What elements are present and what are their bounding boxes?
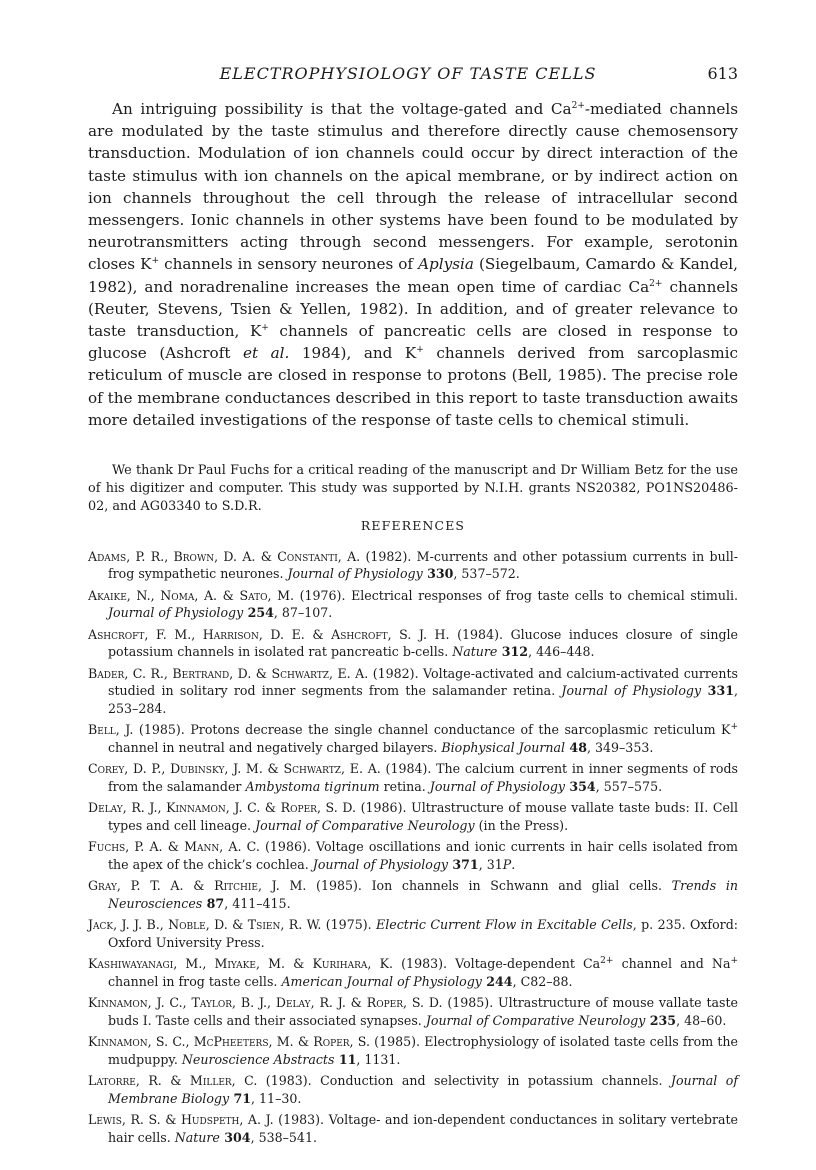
- reference-text: Trends in Neurosciences: [108, 878, 738, 911]
- text-run: channels derived from sarcoplasmic reticulum of muscle are closed in response to protons (Bell, 1985). The precise role of the membrane conductances described in this report to taste transduction awaits more detailed investigations of the response of taste cells to chemical stimuli.: [88, 344, 738, 429]
- reference-item: [88, 994, 738, 1029]
- reference-text: (1982). Voltage-activated and calcium-activated currents studied in solitary rod inner segments from the salamander retina.: [108, 666, 738, 699]
- reference-text: Bell, J.: [88, 722, 134, 738]
- reference-text: , C82–88.: [512, 973, 573, 989]
- reference-text: Journal of Physiology: [287, 566, 423, 582]
- superscript: 2+: [571, 100, 585, 111]
- reference-text: Journal of Physiology: [312, 856, 448, 872]
- reference-list: [88, 548, 738, 1150]
- text-run: channels in sensory neurones of: [159, 255, 419, 274]
- discussion-paragraph: [88, 98, 738, 431]
- reference-text: Delay, R. J., Kinnamon, J. C. & Roper, S. D.: [88, 800, 356, 816]
- reference-text: (1983). Voltage-dependent Ca: [393, 956, 601, 972]
- reference-text: 48: [565, 739, 587, 755]
- reference-text: 244: [481, 973, 513, 989]
- reference-text: 11: [334, 1051, 357, 1067]
- reference-text: 87: [202, 895, 225, 911]
- reference-text: (1985). Ultrastructure of mouse vallate taste buds I. Taste cells and their associated synapses.: [108, 995, 738, 1028]
- reference-text: , 446–448.: [528, 644, 595, 660]
- reference-text: Lewis, R. S. & Hudspeth, A. J.: [88, 1112, 274, 1128]
- reference-text: Jack, J. J. B., Noble, D. & Tsien, R. W.: [88, 917, 322, 933]
- references-heading: REFERENCES: [360, 518, 466, 533]
- reference-text: Gray, P. T. A. & Ritchie, J. M.: [88, 878, 307, 894]
- reference-text: (1983). Voltage- and ion-dependent conductances in solitary vertebrate hair cells.: [108, 1112, 738, 1145]
- reference-text: 331: [701, 683, 734, 699]
- reference-text: (1985). Protons decrease the single channel conductance of the sarcoplasmic reticulum K: [133, 722, 731, 738]
- acknowledgement-text: We thank Dr Paul Fuchs for a critical reading of the manuscript and Dr William Betz for the use of his digitizer and computer. This study was supported by N.I.H. grants NS20382, PO1NS20486-02, and AG03340 to S.D.R.: [88, 463, 738, 515]
- reference-text: (1984). The calcium current in inner segments of rods from the salamander: [108, 761, 738, 794]
- reference-text: (1976). Electrical responses of frog taste cells to chemical stimuli.: [293, 588, 738, 603]
- reference-text: (1984). Glucose induces closure of single potassium channels in isolated rat pancreatic b-cells.: [108, 627, 739, 660]
- reference-text: Journal of Comparative Neurology: [255, 817, 475, 833]
- reference-text: 304: [219, 1129, 251, 1145]
- text-run: (Siegelbaum, Camardo & Kandel, 1982), and noradrenaline increases the mean open time of cardiac Ca: [88, 255, 738, 296]
- reference-text: (in the Press).: [474, 817, 569, 833]
- reference-text: channel in frog taste cells.: [108, 973, 282, 989]
- reference-item: [88, 1072, 738, 1107]
- reference-text: (1983). Conduction and selectivity in potassium channels.: [257, 1073, 671, 1089]
- reference-text: Bader, C. R., Bertrand, D. & Schwartz, E. A.: [88, 666, 369, 681]
- reference-text: +: [730, 956, 739, 967]
- reference-text: Fuchs, P. A. & Mann, A. C.: [88, 839, 260, 855]
- reference-text: Ashcroft, F. M., Harrison, D. E. & Ashcroft, S. J. H.: [88, 627, 450, 642]
- reference-text: Akaike, N., Noma, A. & Sato, M.: [88, 588, 294, 603]
- reference-item: [88, 877, 738, 912]
- reference-text: 312: [497, 644, 529, 660]
- acknowledgement: [88, 462, 738, 517]
- reference-text: , 87–107.: [273, 605, 333, 621]
- reference-text: Journal of Comparative Neurology: [425, 1012, 646, 1028]
- text-run: An intriguing possibility is that the voltage-gated and Ca: [112, 100, 572, 118]
- italic-text: et al.: [242, 344, 290, 363]
- reference-text: , 1131.: [356, 1051, 401, 1067]
- reference-text: Latorre, R. & Miller, C.: [88, 1073, 258, 1089]
- reference-item: [88, 626, 738, 661]
- reference-text: channel in neutral and negatively charged bilayers.: [108, 739, 442, 755]
- reference-text: Electric Current Flow in Excitable Cells: [376, 917, 633, 933]
- reference-text: (1982). M-currents and other potassium currents in bull-frog sympathetic neurones.: [108, 549, 738, 582]
- superscript: +: [416, 345, 424, 356]
- reference-text: 371: [448, 856, 479, 872]
- italic-text: Aplysia: [418, 255, 474, 274]
- reference-text: Journal of Membrane Biology: [108, 1073, 739, 1106]
- reference-item: [88, 587, 738, 622]
- reference-text: (1975).: [321, 917, 377, 933]
- reference-item: [88, 799, 738, 834]
- text-run: channels (Reuter, Stevens, Tsien & Yellen, 1982). In addition, and of greater relevance to taste transduction, K: [88, 277, 738, 341]
- reference-text: P: [502, 856, 512, 872]
- reference-item: [88, 548, 738, 583]
- reference-text: (1985). Ion channels in Schwann and glial cells.: [306, 878, 672, 894]
- reference-item: [88, 1111, 738, 1146]
- reference-text: Nature: [452, 644, 498, 660]
- superscript: 2+: [649, 278, 663, 289]
- reference-text: , 48–60.: [676, 1012, 727, 1028]
- reference-item: [88, 721, 738, 756]
- reference-text: 235: [645, 1012, 677, 1028]
- text-run: -mediated channels are modulated by the taste stimulus and therefore directly cause chemosensory transduction. Modulation of ion channels could occur by direct interaction of the taste stimulus with ion channels on the apical membrane, or by indirect action on ion channels throughout the cell through the release of intracellular second messengers. Ionic channels in other systems have been found to be modulated by neurotransmitters acting through second messengers. For example, serotonin closes K: [88, 100, 738, 274]
- reference-text: 354: [565, 778, 596, 794]
- reference-text: 254: [243, 605, 274, 621]
- reference-text: (1985). Electrophysiology of isolated taste cells from the mudpuppy.: [108, 1034, 738, 1067]
- reference-text: Kinnamon, J. C., Taylor, B. J., Delay, R. J. & Roper, S. D.: [88, 995, 443, 1011]
- reference-text: .: [511, 856, 516, 872]
- reference-item: [88, 760, 738, 795]
- reference-text: , 538–541.: [250, 1129, 317, 1145]
- reference-text: Kashiwayanagi, M., Miyake, M. & Kurihara, K.: [88, 956, 393, 972]
- running-title: ELECTROPHYSIOLOGY OF TASTE CELLS: [219, 64, 597, 83]
- reference-text: +: [730, 722, 738, 733]
- reference-text: , 349–353.: [586, 739, 654, 755]
- reference-item: [88, 665, 738, 717]
- reference-item: [88, 916, 738, 951]
- text-run: channels of pancreatic cells are closed in response to glucose (Ashcroft: [88, 322, 738, 363]
- reference-text: , p. 235. Oxford: Oxford University Press.: [108, 917, 738, 950]
- reference-text: Ambystoma tigrinum: [245, 778, 380, 794]
- reference-text: 71: [229, 1090, 252, 1106]
- reference-text: Adams, P. R., Brown, D. A. & Constanti, A.: [88, 549, 361, 564]
- reference-text: 330: [422, 566, 454, 582]
- reference-text: Journal of Physiology: [561, 683, 702, 699]
- running-header: [88, 64, 738, 88]
- body-text: [88, 98, 738, 431]
- reference-text: , 11–30.: [251, 1090, 302, 1106]
- reference-text: , 253–284.: [108, 683, 738, 716]
- reference-text: , 31: [478, 856, 503, 872]
- superscript: +: [261, 322, 269, 333]
- reference-text: Corey, D. P., Dubinsky, J. M. & Schwartz, E. A.: [88, 761, 381, 777]
- reference-text: channel and Na: [613, 956, 731, 972]
- reference-text: Kinnamon, S. C., McPheeters, M. & Roper, S.: [88, 1034, 370, 1050]
- reference-item: [88, 1033, 738, 1068]
- reference-item: [88, 955, 738, 990]
- reference-text: (1986). Ultrastructure of mouse vallate taste buds: II. Cell types and cell lineage.: [108, 800, 738, 833]
- reference-text: Journal of Physiology: [429, 778, 566, 794]
- reference-text: (1986). Voltage oscillations and ionic currents in hair cells isolated from the apex of the chick’s cochlea.: [108, 839, 738, 872]
- reference-text: , 557–575.: [595, 778, 663, 794]
- page-number: 613: [707, 64, 738, 83]
- reference-text: , 537–572.: [453, 566, 520, 582]
- reference-text: 2+: [600, 956, 614, 967]
- reference-text: Journal of Physiology: [108, 605, 244, 621]
- reference-text: Neuroscience Abstracts: [181, 1051, 335, 1067]
- reference-text: , 411–415.: [224, 895, 291, 911]
- reference-text: Biophysical Journal: [441, 739, 566, 755]
- superscript: +: [151, 256, 160, 267]
- reference-text: retina.: [379, 778, 430, 794]
- reference-text: American Journal of Physiology: [281, 973, 482, 989]
- reference-item: [88, 838, 738, 873]
- text-run: 1984), and K: [289, 344, 417, 363]
- reference-text: Nature: [174, 1129, 220, 1145]
